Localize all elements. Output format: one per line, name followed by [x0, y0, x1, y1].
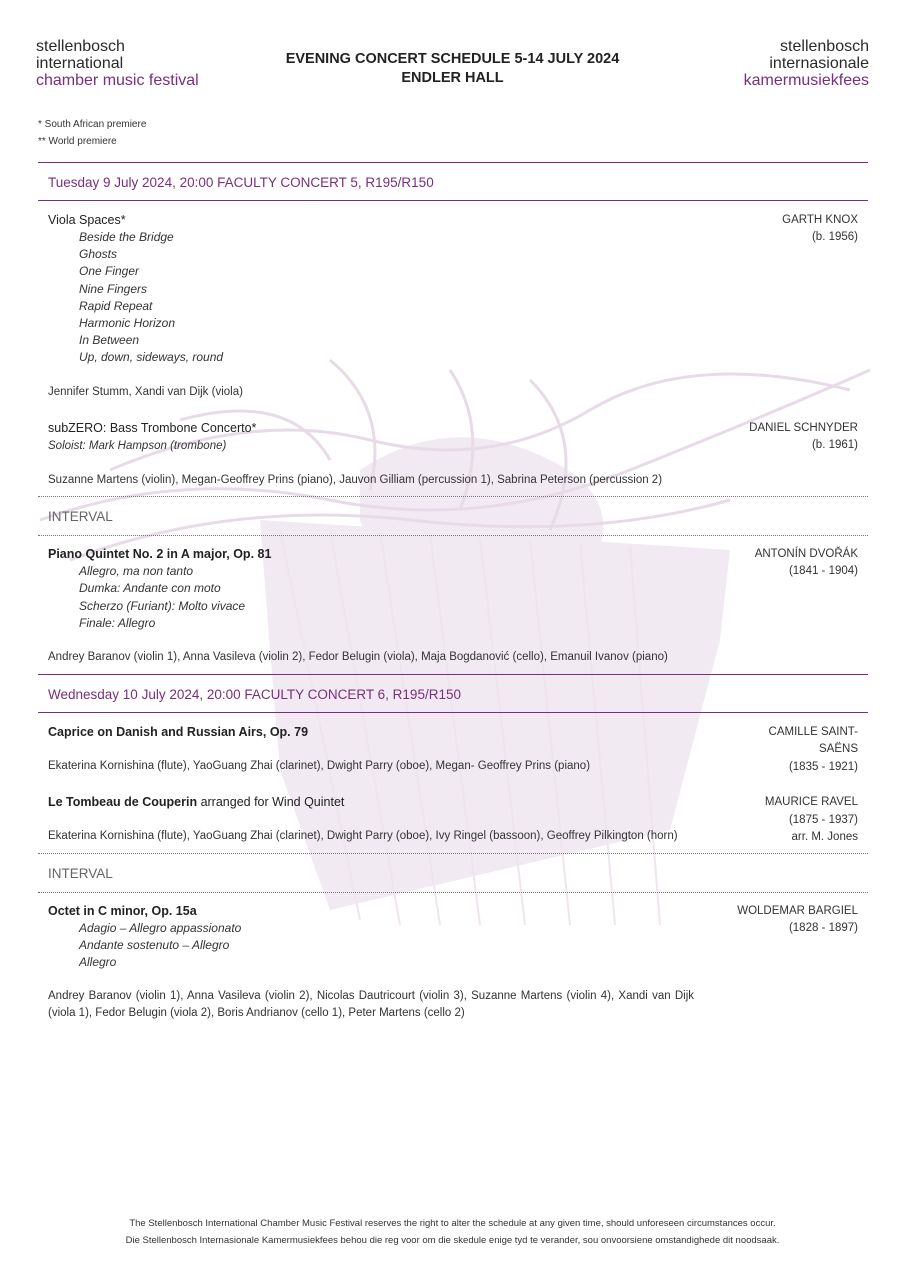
movement: Ghosts — [79, 247, 118, 262]
logo-right-line3: kamermusiekfees — [743, 72, 869, 89]
performers: Ekaterina Kornishina (flute), YaoGuang Zhai (clarinet), Dwight Parry (oboe), Megan- Geoffrey Prins (piano) — [48, 760, 591, 773]
disclaimer-afrikaans: Die Stellenbosch Internasionale Kamermusiekfees behou die reg voor om die skedule enige tyd te verander, sou onvoorsiene omstandighede dit noodsaak. — [125, 1235, 780, 1246]
movement: Andante sostenuto – Allegro — [79, 937, 230, 952]
piece-title: subZERO: Bass Trombone Concerto* — [48, 420, 257, 435]
composer-dates: (1841 - 1904) — [788, 565, 858, 578]
movement: Allegro — [79, 955, 117, 970]
piece-title: Viola Spaces* — [48, 213, 126, 227]
movement: Adagio – Allegro appassionato — [79, 920, 242, 935]
composer-info — [708, 794, 858, 846]
festival-logo-afrikaans — [744, 38, 869, 89]
title-line1: EVENING CONCERT SCHEDULE 5-14 JULY 2024 — [285, 51, 620, 67]
performers: Jennifer Stumm, Xandi van Dijk (viola) — [48, 385, 243, 398]
program-piece — [38, 724, 868, 775]
composer-dates: (1828 - 1897) — [788, 921, 858, 934]
program-piece — [38, 212, 868, 401]
movement: Allegro, ma non tanto — [79, 564, 194, 579]
disclaimer-english: The Stellenbosch International Chamber Music Festival reserves the right to alter the schedule at any given time, should unforeseen circumstances occur. — [129, 1218, 776, 1229]
interval-divider: INTERVAL — [38, 496, 868, 536]
footer-disclaimer — [0, 1215, 905, 1249]
performers: Andrey Baranov (violin 1), Anna Vasileva (violin 2), Nicolas Dautricourt (violin 3), Suzanne Martens (violin 4), Xandi van Dijk (viola 1), Fedor Belugin (viola 2), Boris Andrianov (cello 1), Peter Martens (cello 2) — [48, 990, 694, 1020]
composer-name: DANIEL SCHNYDER — [749, 421, 858, 434]
program-piece — [38, 546, 868, 666]
interval-divider: INTERVAL — [38, 853, 868, 893]
piece-title-text: Caprice on Danish and Russian Airs, Op. 79 — [48, 725, 309, 740]
composer-name: GARTH KNOX — [782, 214, 858, 226]
logo-left-line2: international — [36, 55, 124, 72]
movement: Dumka: Andante con moto — [79, 581, 221, 596]
composer-dates: (b. 1956) — [811, 231, 858, 244]
concert-header: Tuesday 9 July 2024, 20:00 FACULTY CONCERT 5, R195/R150 — [38, 162, 868, 201]
piece-title-text: Piano Quintet No. 2 in A major, Op. 81 — [48, 547, 272, 562]
title-line2: ENDLER HALL — [401, 70, 504, 86]
program-piece — [38, 794, 868, 845]
program-piece — [38, 903, 868, 1023]
schedule-content — [38, 162, 868, 1023]
arranger: arr. M. Jones — [791, 830, 858, 843]
composer-name-line1: CAMILLE SAINT- — [768, 726, 858, 739]
movement: Beside the Bridge — [79, 230, 174, 244]
movement: Harmonic Horizon — [79, 316, 176, 331]
logo-left-line3: chamber music festival — [36, 72, 199, 89]
logo-right-line1: stellenbosch — [780, 38, 869, 55]
movement: One Finger — [79, 264, 140, 279]
movement: Finale: Allegro — [79, 615, 156, 630]
performers: Ekaterina Kornishina (flute), YaoGuang Zhai (clarinet), Dwight Parry (oboe), Ivy Ringel (bassoon), Geoffrey Pilkington (horn) — [48, 830, 678, 843]
composer-info — [708, 724, 858, 776]
piece-title-bold: Le Tombeau de Couperin — [48, 795, 198, 810]
composer-dates: (b. 1961) — [811, 439, 858, 452]
composer-info — [708, 420, 858, 454]
composer-info — [708, 212, 858, 246]
performers: Suzanne Martens (violin), Megan-Geoffrey Prins (piano), Jauvon Gilliam (percussion 1), Sabrina Peterson (percussion 2) — [48, 474, 663, 487]
piece-title-rest: arranged for Wind Quintet — [197, 795, 345, 810]
program-piece — [38, 420, 868, 489]
composer-dates: (1835 - 1921) — [788, 760, 858, 773]
piece-title-text: Octet in C minor, Op. 15a — [48, 903, 197, 918]
logo-right-line2: internasionale — [769, 55, 869, 72]
logo-left-line1: stellenbosch — [36, 38, 125, 55]
movement: Rapid Repeat — [79, 298, 153, 313]
concert-header: Wednesday 10 July 2024, 20:00 FACULTY CONCERT 6, R195/R150 — [38, 674, 868, 713]
note-sa-premiere: * South African premiere — [38, 119, 147, 130]
premiere-notes — [38, 116, 146, 150]
movement: Scherzo (Furiant): Molto vivace — [79, 598, 246, 613]
composer-name: WOLDEMAR BARGIEL — [737, 904, 858, 917]
movement: Up, down, sideways, round — [79, 350, 224, 365]
composer-name: MAURICE RAVEL — [764, 796, 858, 809]
movement: Nine Fingers — [79, 281, 148, 296]
performers: Andrey Baranov (violin 1), Anna Vasileva (violin 2), Fedor Belugin (viola), Maja Bogdanović (cello), Emanuil Ivanov (piano) — [48, 651, 668, 664]
movement-list — [48, 229, 858, 367]
composer-name: ANTONÍN DVOŘÁK — [754, 548, 858, 561]
composer-name-line2: SAËNS — [819, 743, 858, 756]
soloist: Soloist: Mark Hampson (trombone) — [48, 439, 227, 452]
note-world-premiere: ** World premiere — [38, 136, 117, 147]
page-header — [36, 38, 869, 98]
composer-info — [708, 546, 858, 580]
composer-dates: (1875 - 1937) — [788, 813, 858, 826]
movement: In Between — [79, 333, 140, 348]
composer-info — [708, 903, 858, 937]
